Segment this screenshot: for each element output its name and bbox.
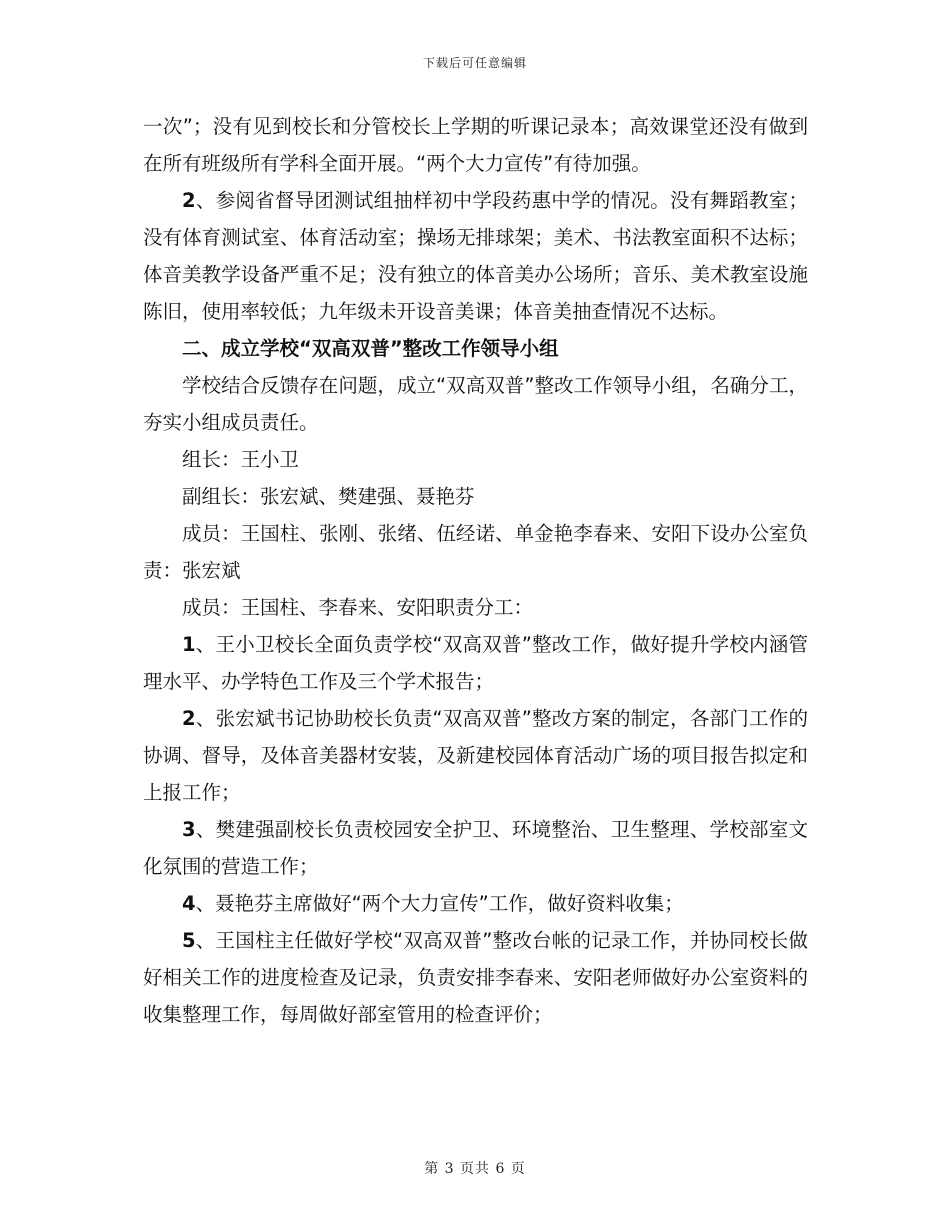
item-number: 1 xyxy=(182,633,196,656)
paragraph xyxy=(143,922,808,1033)
paragraph-text: 成员：王国柱、张刚、张绪、伍经诺、单金艳李春来、安阳下设办公室负责：张宏斌 xyxy=(143,522,808,582)
item-number: 2 xyxy=(182,707,196,730)
item-number: 5 xyxy=(182,929,196,952)
item-number: 4 xyxy=(182,892,196,915)
paragraph-text: 、王国柱主任做好学校“双高双普”整改台帐的记录工作，并协同校长做好相关工作的进度检查及记录，负责安排李春来、安阳老师做好办公室资料的收集整理工作，每周做好部室管用的检查评价； xyxy=(143,929,808,1026)
paragraph xyxy=(143,515,808,589)
paragraph-text: 、王小卫校长全面负责学校“双高双普”整改工作，做好提升学校内涵管理水平、办学特色工作及三个学术报告； xyxy=(143,633,808,693)
paragraph-text: 副组长：张宏斌、樊建强、聂艳芬 xyxy=(182,485,475,508)
page-footer: 第 3 页共 6 页 xyxy=(424,1161,526,1177)
paragraph xyxy=(143,589,808,626)
paragraph-text: 一次”；没有见到校长和分管校长上学期的听课记录本；高效课堂还没有做到在所有班级所有学科全面开展。“两个大力宣传”有待加强。 xyxy=(143,115,808,175)
paragraph xyxy=(143,626,808,700)
paragraph xyxy=(143,367,808,441)
paragraph-text: 、参阅省督导团测试组抽样初中学段药惠中学的情况。没有舞蹈教室；没有体育测试室、体育活动室；操场无排球架；美术、书法教室面积不达标；体音美教学设备严重不足；没有独立的体音美办公场所；音乐、美术教室设施陈旧，使用率较低；九年级未开设音美课；体音美抽查情况不达标。 xyxy=(143,189,808,323)
paragraph xyxy=(143,700,808,811)
paragraph-text: 成员：王国柱、李春来、安阳职责分工： xyxy=(182,596,534,619)
paragraph xyxy=(143,182,808,330)
item-number: 2 xyxy=(182,189,196,212)
item-number: 3 xyxy=(182,818,196,841)
page-header: 下载后可任意编辑 xyxy=(422,56,527,70)
paragraph-text: 学校结合反馈存在问题，成立“双高双普”整改工作领导小组，名确分工，夯实小组成员责任。 xyxy=(143,374,808,434)
paragraph-text: 、张宏斌书记协助校长负责“双高双普”整改方案的制定，各部门工作的协调、督导，及体音美器材安装，及新建校园体育活动广场的项目报告拟定和上报工作； xyxy=(143,707,808,804)
paragraph-text: 、樊建强副校长负责校园安全护卫、环境整治、卫生整理、学校部室文化氛围的营造工作； xyxy=(143,818,808,878)
paragraph xyxy=(143,108,808,182)
section-heading: 二、成立学校“双高双普”整改工作领导小组 xyxy=(182,337,559,360)
paragraph-text: 、聂艳芬主席做好“两个大力宣传”工作，做好资料收集； xyxy=(195,892,684,915)
paragraph xyxy=(143,478,808,515)
paragraph xyxy=(143,441,808,478)
document-body xyxy=(143,108,808,1033)
paragraph xyxy=(143,885,808,922)
paragraph-text: 组长：王小卫 xyxy=(182,448,300,471)
paragraph xyxy=(143,811,808,885)
